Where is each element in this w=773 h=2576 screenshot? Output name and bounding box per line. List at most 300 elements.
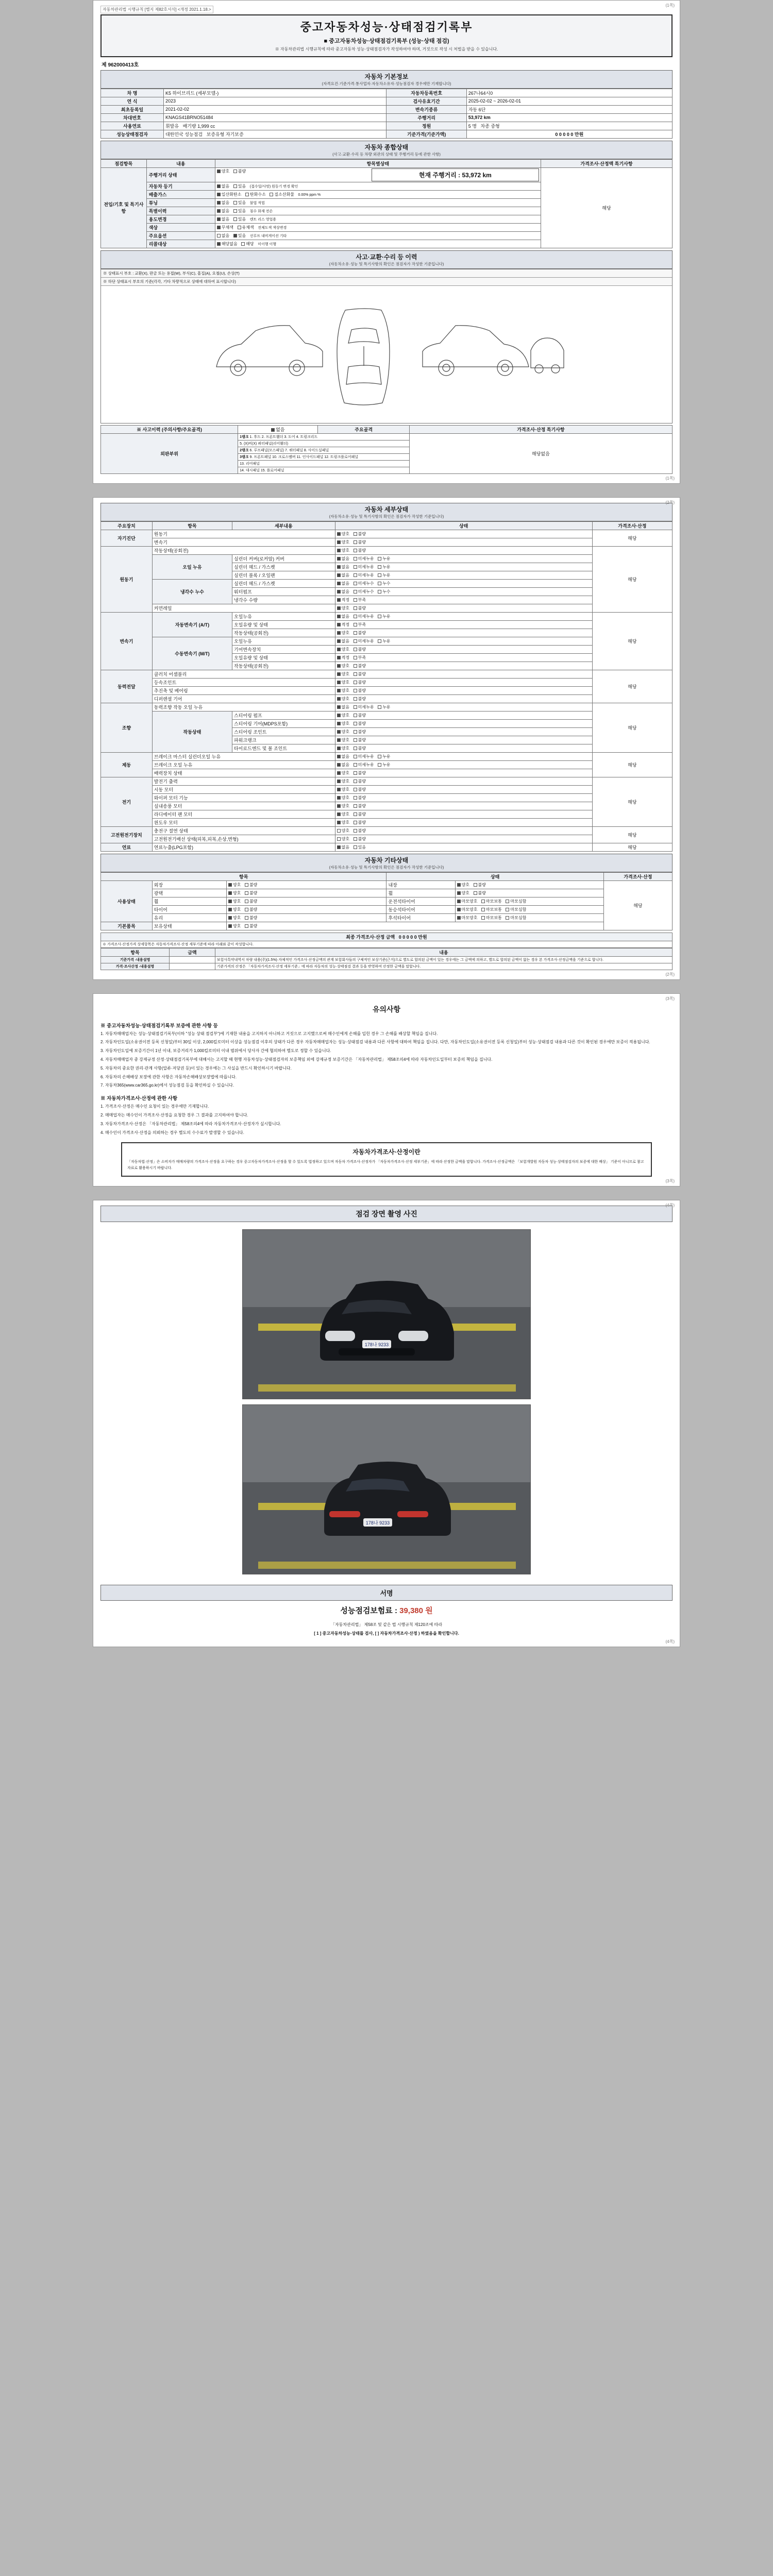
row-options[interactable] xyxy=(335,736,592,744)
checkbox-icon[interactable] xyxy=(481,900,485,903)
checkbox-icon[interactable] xyxy=(354,722,357,725)
checkbox-option[interactable]: 없음 xyxy=(217,208,229,214)
checkbox-option[interactable]: 없음 xyxy=(337,589,349,595)
checkbox-option[interactable]: 양호 xyxy=(457,890,469,896)
checkbox-icon[interactable] xyxy=(337,714,341,717)
checkbox-option[interactable]: 없음 xyxy=(217,216,229,222)
checkbox-icon[interactable] xyxy=(233,209,237,213)
checkbox-icon[interactable] xyxy=(474,883,477,887)
checkbox-icon[interactable] xyxy=(271,428,275,432)
checkbox-option[interactable]: 불량 xyxy=(354,548,366,553)
checkbox-option[interactable]: 불량 xyxy=(354,770,366,776)
checkbox-option[interactable]: 양호 xyxy=(337,729,349,735)
checkbox-icon[interactable] xyxy=(354,573,357,577)
checkbox-icon[interactable] xyxy=(337,598,341,602)
checkbox-option[interactable]: 누유 xyxy=(378,704,390,710)
checkbox-icon[interactable] xyxy=(245,900,248,903)
checkbox-option[interactable]: 누유 xyxy=(378,754,390,759)
checkbox-icon[interactable] xyxy=(378,565,381,569)
checkbox-option[interactable]: 없음 xyxy=(337,572,349,578)
row-options[interactable] xyxy=(335,818,592,826)
checkbox-icon[interactable] xyxy=(337,615,341,618)
checkbox-option[interactable]: 적정 xyxy=(337,655,349,660)
row-options[interactable] xyxy=(215,190,541,198)
checkbox-option[interactable]: 일산화탄소 xyxy=(217,192,242,197)
checkbox-option[interactable]: 미세누수 xyxy=(354,581,374,586)
checkbox-icon[interactable] xyxy=(354,705,357,709)
checkbox-icon[interactable] xyxy=(337,656,341,659)
row-options[interactable] xyxy=(226,889,386,897)
checkbox-option[interactable]: 적정 xyxy=(337,622,349,628)
row-options[interactable] xyxy=(335,653,592,662)
checkbox-icon[interactable] xyxy=(228,924,232,928)
checkbox-option[interactable]: 불량 xyxy=(354,803,366,809)
checkbox-option[interactable]: 누유 xyxy=(378,556,390,562)
checkbox-icon[interactable] xyxy=(337,788,341,791)
checkbox-option[interactable]: 불량 xyxy=(354,680,366,685)
checkbox-icon[interactable] xyxy=(337,631,341,635)
checkbox-option[interactable]: 불량 xyxy=(245,907,257,912)
checkbox-option[interactable]: 양호 xyxy=(337,531,349,537)
checkbox-icon[interactable] xyxy=(233,234,237,238)
row-options[interactable] xyxy=(226,880,386,889)
checkbox-icon[interactable] xyxy=(233,217,237,221)
checkbox-option[interactable]: 양호 xyxy=(337,745,349,751)
checkbox-icon[interactable] xyxy=(245,193,249,196)
checkbox-option[interactable]: 불량 xyxy=(354,778,366,784)
checkbox-option[interactable]: 부족 xyxy=(354,655,366,660)
checkbox-option[interactable]: 불량 xyxy=(354,647,366,652)
checkbox-option[interactable]: 미세누유 xyxy=(354,754,374,759)
row-options[interactable] xyxy=(335,777,592,785)
row-options[interactable] xyxy=(335,612,592,620)
checkbox-icon[interactable] xyxy=(354,837,357,841)
checkbox-icon[interactable] xyxy=(337,639,341,643)
checkbox-icon[interactable] xyxy=(354,697,357,701)
checkbox-option[interactable]: 마모양호 xyxy=(457,907,478,912)
checkbox-icon[interactable] xyxy=(337,812,341,816)
checkbox-option[interactable]: 불량 xyxy=(354,713,366,718)
checkbox-icon[interactable] xyxy=(354,631,357,635)
checkbox-option[interactable]: 없음 xyxy=(337,704,349,710)
checkbox-icon[interactable] xyxy=(457,883,461,887)
checkbox-option[interactable]: 양호 xyxy=(337,663,349,669)
checkbox-icon[interactable] xyxy=(245,908,248,911)
checkbox-option[interactable]: 미세누유 xyxy=(354,638,374,644)
checkbox-option[interactable]: 해당 xyxy=(241,241,254,247)
checkbox-icon[interactable] xyxy=(228,883,232,887)
checkbox-icon[interactable] xyxy=(378,763,381,767)
row-options[interactable] xyxy=(335,686,592,694)
checkbox-option[interactable]: 미세누유 xyxy=(354,762,374,768)
row-options[interactable] xyxy=(335,719,592,727)
checkbox-option[interactable]: 미세누유 xyxy=(354,572,374,578)
checkbox-option[interactable]: 양호 xyxy=(337,778,349,784)
row-options[interactable] xyxy=(335,694,592,703)
row-options[interactable] xyxy=(335,785,592,793)
checkbox-option[interactable]: 미세누수 xyxy=(354,589,374,595)
checkbox-icon[interactable] xyxy=(506,916,509,920)
checkbox-option[interactable]: 없음 xyxy=(337,564,349,570)
checkbox-icon[interactable] xyxy=(354,606,357,610)
row-options[interactable] xyxy=(335,703,592,711)
checkbox-option[interactable]: 무채색 xyxy=(217,225,233,230)
checkbox-icon[interactable] xyxy=(337,779,341,783)
checkbox-icon[interactable] xyxy=(354,681,357,684)
checkbox-option[interactable]: 적정 xyxy=(337,597,349,603)
row-options[interactable] xyxy=(335,629,592,637)
checkbox-option[interactable]: 양호 xyxy=(337,696,349,702)
checkbox-icon[interactable] xyxy=(354,771,357,775)
checkbox-icon[interactable] xyxy=(378,557,381,561)
checkbox-icon[interactable] xyxy=(354,565,357,569)
checkbox-icon[interactable] xyxy=(378,639,381,643)
checkbox-icon[interactable] xyxy=(228,908,232,911)
checkbox-icon[interactable] xyxy=(337,697,341,701)
checkbox-option[interactable]: 미세누유 xyxy=(354,556,374,562)
row-options[interactable] xyxy=(335,760,592,769)
checkbox-icon[interactable] xyxy=(481,908,485,911)
checkbox-icon[interactable] xyxy=(217,193,221,196)
checkbox-option[interactable]: 없음 xyxy=(217,200,229,206)
checkbox-option[interactable]: 불량 xyxy=(354,539,366,545)
checkbox-option[interactable]: 양호 xyxy=(228,899,241,904)
row-options[interactable] xyxy=(335,563,592,571)
row-options[interactable] xyxy=(455,880,603,889)
checkbox-icon[interactable] xyxy=(354,623,357,626)
row-options[interactable] xyxy=(335,711,592,719)
checkbox-icon[interactable] xyxy=(337,796,341,800)
checkbox-icon[interactable] xyxy=(337,565,341,569)
checkbox-option[interactable]: 있음 xyxy=(233,200,246,206)
checkbox-option[interactable]: 양호 xyxy=(337,820,349,825)
checkbox-icon[interactable] xyxy=(378,582,381,585)
checkbox-option[interactable]: 불량 xyxy=(354,721,366,726)
checkbox-icon[interactable] xyxy=(354,804,357,808)
row-options[interactable] xyxy=(335,826,592,835)
checkbox-option[interactable]: 불량 xyxy=(245,882,257,888)
checkbox-option[interactable]: 양호 xyxy=(337,605,349,611)
checkbox-option[interactable]: 불량 xyxy=(354,745,366,751)
checkbox-option[interactable]: 양호 xyxy=(337,548,349,553)
checkbox-icon[interactable] xyxy=(354,598,357,602)
row-options[interactable] xyxy=(335,744,592,752)
checkbox-icon[interactable] xyxy=(337,532,341,536)
row-options[interactable] xyxy=(455,889,603,897)
checkbox-icon[interactable] xyxy=(337,771,341,775)
checkbox-icon[interactable] xyxy=(354,557,357,561)
checkbox-option[interactable]: 불량 xyxy=(354,663,366,669)
checkbox-option[interactable]: 불량 xyxy=(354,671,366,677)
checkbox-option[interactable]: 마모보통 xyxy=(481,915,502,921)
checkbox-icon[interactable] xyxy=(354,549,357,552)
checkbox-option[interactable]: 양호 xyxy=(457,882,469,888)
checkbox-icon[interactable] xyxy=(337,829,341,833)
checkbox-option[interactable]: 불량 xyxy=(245,899,257,904)
checkbox-icon[interactable] xyxy=(354,845,357,849)
checkbox-option[interactable]: 마모양호 xyxy=(457,899,478,904)
row-options[interactable] xyxy=(215,207,541,215)
checkbox-icon[interactable] xyxy=(217,234,221,238)
checkbox-option[interactable]: 불량 xyxy=(354,688,366,693)
checkbox-icon[interactable] xyxy=(457,891,461,895)
checkbox-icon[interactable] xyxy=(228,916,232,920)
checkbox-option[interactable]: 양호 xyxy=(337,713,349,718)
checkbox-option[interactable]: 미세누유 xyxy=(354,704,374,710)
checkbox-icon[interactable] xyxy=(337,557,341,561)
row-options[interactable] xyxy=(335,538,592,546)
row-options[interactable] xyxy=(335,546,592,554)
checkbox-icon[interactable] xyxy=(233,201,237,205)
checkbox-option[interactable]: 불량 xyxy=(474,882,486,888)
checkbox-option[interactable]: 불량 xyxy=(354,630,366,636)
checkbox-icon[interactable] xyxy=(337,606,341,610)
row-options[interactable] xyxy=(335,678,592,686)
checkbox-icon[interactable] xyxy=(354,779,357,783)
row-options[interactable] xyxy=(455,905,603,913)
checkbox-option[interactable]: 불량 xyxy=(245,890,257,896)
row-options[interactable] xyxy=(335,645,592,653)
checkbox-icon[interactable] xyxy=(337,738,341,742)
checkbox-option[interactable]: 양호 xyxy=(228,882,241,888)
checkbox-icon[interactable] xyxy=(354,689,357,692)
checkbox-option[interactable]: 불량 xyxy=(354,828,366,834)
checkbox-icon[interactable] xyxy=(457,908,461,911)
checkbox-icon[interactable] xyxy=(378,755,381,758)
checkbox-option[interactable]: 부족 xyxy=(354,597,366,603)
checkbox-icon[interactable] xyxy=(245,891,248,895)
checkbox-icon[interactable] xyxy=(354,664,357,668)
checkbox-icon[interactable] xyxy=(378,615,381,618)
checkbox-icon[interactable] xyxy=(354,747,357,750)
row-options[interactable] xyxy=(335,843,592,851)
checkbox-option[interactable]: 마모심함 xyxy=(506,915,526,921)
checkbox-icon[interactable] xyxy=(474,891,477,895)
checkbox-icon[interactable] xyxy=(481,916,485,920)
row-options[interactable] xyxy=(335,662,592,670)
checkbox-icon[interactable] xyxy=(354,532,357,536)
checkbox-option[interactable]: 양호 xyxy=(337,803,349,809)
row-options[interactable] xyxy=(215,182,541,190)
checkbox-icon[interactable] xyxy=(337,590,341,594)
checkbox-icon[interactable] xyxy=(238,226,241,229)
row-options[interactable] xyxy=(215,167,541,182)
row-options[interactable] xyxy=(335,769,592,777)
checkbox-option[interactable]: 마모보통 xyxy=(481,899,502,904)
checkbox-icon[interactable] xyxy=(506,900,509,903)
checkbox-option[interactable]: 양호 xyxy=(337,721,349,726)
checkbox-icon[interactable] xyxy=(217,217,221,221)
row-options[interactable] xyxy=(335,752,592,760)
checkbox-option[interactable]: 질소산화물 xyxy=(270,192,294,197)
checkbox-option[interactable]: 마모보통 xyxy=(481,907,502,912)
checkbox-icon[interactable] xyxy=(233,184,237,188)
checkbox-option[interactable]: 양호 xyxy=(337,671,349,677)
checkbox-option[interactable]: 불량 xyxy=(354,787,366,792)
checkbox-icon[interactable] xyxy=(337,573,341,577)
row-options[interactable] xyxy=(335,620,592,629)
checkbox-option[interactable]: 불량 xyxy=(354,737,366,743)
checkbox-icon[interactable] xyxy=(354,755,357,758)
row-options[interactable] xyxy=(335,802,592,810)
checkbox-icon[interactable] xyxy=(337,722,341,725)
checkbox-icon[interactable] xyxy=(337,821,341,824)
row-options[interactable] xyxy=(455,897,603,905)
checkbox-option[interactable]: 있음 xyxy=(233,208,246,214)
checkbox-icon[interactable] xyxy=(378,590,381,594)
row-options[interactable] xyxy=(335,604,592,612)
checkbox-option[interactable]: 없음 xyxy=(337,581,349,586)
row-options[interactable] xyxy=(335,810,592,818)
checkbox-option[interactable]: 없음 xyxy=(217,233,229,239)
checkbox-option[interactable]: 양호 xyxy=(228,915,241,921)
checkbox-option[interactable]: 양호 xyxy=(228,923,241,929)
checkbox-option[interactable]: 없음 xyxy=(337,556,349,562)
checkbox-option[interactable]: 없음 xyxy=(217,183,229,189)
checkbox-icon[interactable] xyxy=(354,714,357,717)
checkbox-icon[interactable] xyxy=(245,924,248,928)
accident-status-none[interactable]: 없음 xyxy=(238,425,318,433)
checkbox-option[interactable]: 양호 xyxy=(337,828,349,834)
checkbox-option[interactable]: 누수 xyxy=(378,581,390,586)
checkbox-icon[interactable] xyxy=(228,891,232,895)
row-options[interactable] xyxy=(226,905,386,913)
row-options[interactable] xyxy=(335,793,592,802)
checkbox-option[interactable]: 누유 xyxy=(378,638,390,644)
checkbox-option[interactable]: 불량 xyxy=(354,605,366,611)
checkbox-icon[interactable] xyxy=(354,829,357,833)
checkbox-icon[interactable] xyxy=(337,845,341,849)
checkbox-option[interactable]: 불량 xyxy=(354,795,366,801)
checkbox-option[interactable]: 양호 xyxy=(228,907,241,912)
checkbox-option[interactable]: 탄화수소 xyxy=(245,192,266,197)
checkbox-option[interactable]: 누유 xyxy=(378,572,390,578)
checkbox-icon[interactable] xyxy=(457,900,461,903)
checkbox-icon[interactable] xyxy=(378,705,381,709)
checkbox-option[interactable]: 불량 xyxy=(354,820,366,825)
row-options[interactable] xyxy=(335,596,592,604)
checkbox-icon[interactable] xyxy=(354,582,357,585)
checkbox-icon[interactable] xyxy=(217,209,221,213)
checkbox-option[interactable]: 없음 xyxy=(337,762,349,768)
checkbox-option[interactable]: 양호 xyxy=(337,770,349,776)
checkbox-option[interactable]: 있음 xyxy=(354,844,366,850)
checkbox-icon[interactable] xyxy=(337,730,341,734)
checkbox-icon[interactable] xyxy=(354,788,357,791)
checkbox-option[interactable]: 마모심함 xyxy=(506,899,526,904)
checkbox-option[interactable]: 양호 xyxy=(217,168,229,174)
row-options[interactable] xyxy=(335,835,592,843)
checkbox-option[interactable]: 양호 xyxy=(337,787,349,792)
row-options[interactable] xyxy=(335,554,592,563)
checkbox-icon[interactable] xyxy=(337,763,341,767)
row-options[interactable] xyxy=(455,913,603,922)
row-options[interactable] xyxy=(335,637,592,645)
checkbox-option[interactable]: 양호 xyxy=(337,795,349,801)
checkbox-option[interactable]: 불량 xyxy=(354,729,366,735)
checkbox-icon[interactable] xyxy=(354,656,357,659)
checkbox-icon[interactable] xyxy=(241,242,245,246)
checkbox-icon[interactable] xyxy=(457,916,461,920)
checkbox-icon[interactable] xyxy=(354,540,357,544)
checkbox-icon[interactable] xyxy=(354,590,357,594)
checkbox-icon[interactable] xyxy=(337,804,341,808)
checkbox-option[interactable]: 불량 xyxy=(233,168,246,174)
checkbox-icon[interactable] xyxy=(337,582,341,585)
row-options[interactable] xyxy=(226,913,386,922)
checkbox-icon[interactable] xyxy=(217,242,221,246)
checkbox-icon[interactable] xyxy=(337,689,341,692)
checkbox-icon[interactable] xyxy=(217,170,221,173)
row-options[interactable] xyxy=(215,198,541,207)
checkbox-icon[interactable] xyxy=(337,755,341,758)
row-options[interactable] xyxy=(215,223,541,231)
checkbox-icon[interactable] xyxy=(337,705,341,709)
checkbox-option[interactable]: 불량 xyxy=(354,531,366,537)
checkbox-option[interactable]: 누유 xyxy=(378,564,390,570)
checkbox-option[interactable]: 불량 xyxy=(245,923,257,929)
checkbox-icon[interactable] xyxy=(228,900,232,903)
checkbox-option[interactable]: 불량 xyxy=(474,890,486,896)
checkbox-option[interactable]: 불량 xyxy=(354,696,366,702)
checkbox-icon[interactable] xyxy=(217,201,221,205)
row-options[interactable] xyxy=(335,587,592,596)
checkbox-icon[interactable] xyxy=(354,639,357,643)
checkbox-icon[interactable] xyxy=(233,170,237,173)
row-options[interactable] xyxy=(335,530,592,538)
checkbox-icon[interactable] xyxy=(337,747,341,750)
checkbox-icon[interactable] xyxy=(217,184,221,188)
checkbox-icon[interactable] xyxy=(354,763,357,767)
checkbox-icon[interactable] xyxy=(354,730,357,734)
checkbox-option[interactable]: 있음 xyxy=(233,183,246,189)
checkbox-option[interactable]: 누수 xyxy=(378,589,390,595)
checkbox-option[interactable]: 양호 xyxy=(337,680,349,685)
checkbox-option[interactable]: 양호 xyxy=(337,737,349,743)
checkbox-option[interactable]: 불량 xyxy=(245,915,257,921)
checkbox-icon[interactable] xyxy=(354,796,357,800)
checkbox-icon[interactable] xyxy=(245,883,248,887)
checkbox-icon[interactable] xyxy=(354,821,357,824)
checkbox-option[interactable]: 없음 xyxy=(337,844,349,850)
row-options[interactable] xyxy=(335,670,592,678)
checkbox-option[interactable]: 양호 xyxy=(337,811,349,817)
checkbox-option[interactable]: 유채색 xyxy=(238,225,254,230)
checkbox-option[interactable]: 없음 xyxy=(337,638,349,644)
checkbox-option[interactable]: 양호 xyxy=(337,630,349,636)
checkbox-option[interactable]: 불량 xyxy=(354,836,366,842)
checkbox-option[interactable]: 없음 xyxy=(337,614,349,619)
checkbox-option[interactable]: 부족 xyxy=(354,622,366,628)
checkbox-icon[interactable] xyxy=(337,837,341,841)
checkbox-icon[interactable] xyxy=(270,193,273,196)
row-options[interactable] xyxy=(335,579,592,587)
checkbox-icon[interactable] xyxy=(337,540,341,544)
checkbox-icon[interactable] xyxy=(506,908,509,911)
checkbox-icon[interactable] xyxy=(354,672,357,676)
row-options[interactable] xyxy=(215,215,541,223)
checkbox-option[interactable]: 양호 xyxy=(337,647,349,652)
row-options[interactable] xyxy=(335,727,592,736)
checkbox-icon[interactable] xyxy=(337,623,341,626)
checkbox-icon[interactable] xyxy=(378,573,381,577)
checkbox-icon[interactable] xyxy=(217,226,221,229)
checkbox-option[interactable]: 있음 xyxy=(233,233,246,239)
checkbox-icon[interactable] xyxy=(354,648,357,651)
checkbox-option[interactable]: 미세누유 xyxy=(354,564,374,570)
checkbox-option[interactable]: 양호 xyxy=(337,688,349,693)
checkbox-icon[interactable] xyxy=(354,615,357,618)
